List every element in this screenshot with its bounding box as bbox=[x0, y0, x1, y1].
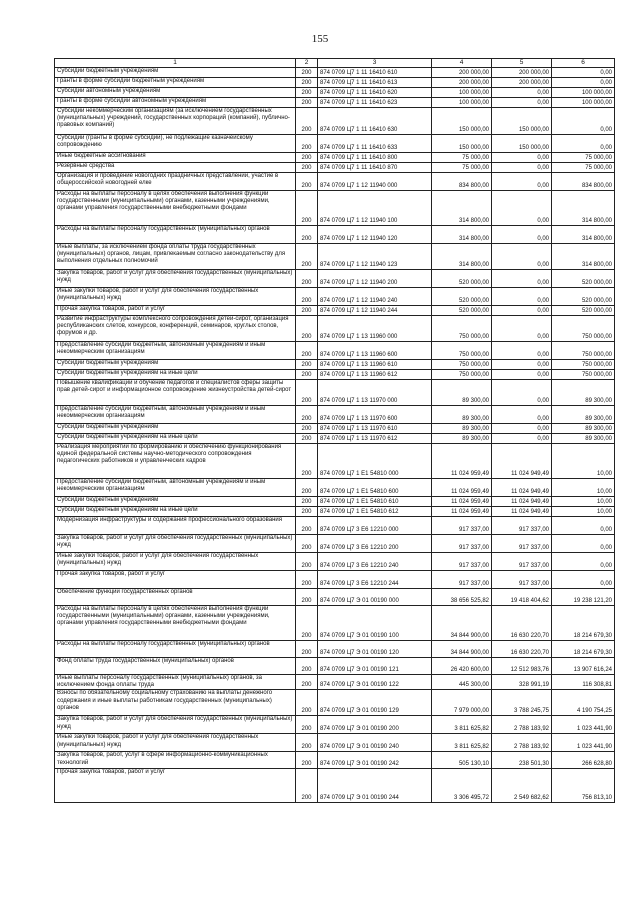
row-amount-col5: 0,00 bbox=[492, 226, 552, 244]
row-kbk: 874 0709 Ц7 3 Е6 12210 000 bbox=[318, 517, 432, 535]
row-amount-col4: 34 844 900,00 bbox=[432, 641, 492, 658]
row-amount-col5: 917 337,00 bbox=[492, 535, 552, 553]
table-body bbox=[55, 68, 615, 803]
row-amount-col5: 0,00 bbox=[492, 434, 552, 444]
row-amount-col4: 7 979 000,00 bbox=[432, 690, 492, 716]
row-amount-col5: 0,00 bbox=[492, 370, 552, 380]
row-amount-col5: 19 418 404,62 bbox=[492, 589, 552, 606]
table-row bbox=[55, 370, 615, 380]
row-code: 200 bbox=[296, 507, 318, 517]
row-amount-col5: 150 000,00 bbox=[492, 135, 552, 153]
row-name: Субсидии (гранты в форме субсидий), не подлежащие казначейскому сопровождению bbox=[55, 135, 296, 153]
row-amount-col4: 89 300,00 bbox=[432, 434, 492, 444]
row-code: 200 bbox=[296, 658, 318, 675]
table-row bbox=[55, 88, 615, 98]
row-code: 200 bbox=[296, 153, 318, 163]
row-name: Иные закупки товаров, работ и услуг для обеспечения государственных (муниципальных) нужд bbox=[55, 288, 296, 306]
row-kbk: 874 0709 Ц7 1 13 11960 000 bbox=[318, 316, 432, 342]
row-name: Предоставление субсидий бюджетным, автономным учреждениям и иным некоммерческим организациям bbox=[55, 406, 296, 424]
row-name: Закупка товаров, работ и услуг для обеспечения государственных (муниципальных) нужд bbox=[55, 716, 296, 734]
table-row bbox=[55, 479, 615, 497]
row-kbk: 874 0709 Ц7 Э 01 00190 120 bbox=[318, 641, 432, 658]
row-name: Реализация мероприятий по формированию и обеспечению функционирования единой федеральной системы научно-методического сопровождения педагогических работников и управленческих кадров bbox=[55, 444, 296, 479]
row-amount-col4: 38 656 525,82 bbox=[432, 589, 492, 606]
row-code: 200 bbox=[296, 589, 318, 606]
row-code: 200 bbox=[296, 641, 318, 658]
row-amount-col6: 75 000,00 bbox=[552, 163, 615, 173]
row-amount-col6: 13 907 616,24 bbox=[552, 658, 615, 675]
row-name: Обеспечение функций государственных органов bbox=[55, 589, 296, 606]
row-kbk: 874 0709 Ц7 1 11 16410 610 bbox=[318, 68, 432, 78]
row-kbk: 874 0709 Ц7 1 12 11940 000 bbox=[318, 173, 432, 191]
row-amount-col6: 756 813,10 bbox=[552, 769, 615, 803]
row-amount-col4: 505 130,10 bbox=[432, 752, 492, 769]
row-amount-col4: 89 300,00 bbox=[432, 380, 492, 406]
row-amount-col4: 917 337,00 bbox=[432, 571, 492, 589]
row-code: 200 bbox=[296, 444, 318, 479]
row-amount-col5: 200 000,00 bbox=[492, 68, 552, 78]
table-row bbox=[55, 769, 615, 803]
table-row bbox=[55, 360, 615, 370]
table-row bbox=[55, 153, 615, 163]
row-name: Предоставление субсидий бюджетным, автономным учреждениям и иным некоммерческим организациям bbox=[55, 342, 296, 360]
row-kbk: 874 0709 Ц7 3 Е6 12210 240 bbox=[318, 553, 432, 571]
row-code: 200 bbox=[296, 497, 318, 507]
table-row bbox=[55, 641, 615, 658]
row-amount-col4: 89 300,00 bbox=[432, 406, 492, 424]
row-name: Гранты в форме субсидии бюджетным учреждениям bbox=[55, 78, 296, 88]
row-amount-col4: 314 800,00 bbox=[432, 244, 492, 270]
row-code: 200 bbox=[296, 769, 318, 803]
row-amount-col4: 89 300,00 bbox=[432, 424, 492, 434]
table-row bbox=[55, 675, 615, 690]
row-name: Модернизация инфраструктуры и содержания профессионального образования bbox=[55, 517, 296, 535]
row-amount-col5: 0,00 bbox=[492, 424, 552, 434]
budget-table bbox=[54, 58, 615, 803]
row-amount-col6: 89 300,00 bbox=[552, 424, 615, 434]
row-code: 200 bbox=[296, 88, 318, 98]
row-kbk: 874 0709 Ц7 1 12 11940 244 bbox=[318, 306, 432, 316]
row-name: Прочая закупка товаров, работ и услуг bbox=[55, 571, 296, 589]
row-amount-col6: 18 214 679,30 bbox=[552, 641, 615, 658]
row-code: 200 bbox=[296, 360, 318, 370]
row-amount-col6: 10,00 bbox=[552, 444, 615, 479]
row-kbk: 874 0709 Ц7 Э 01 00190 240 bbox=[318, 734, 432, 752]
row-code: 200 bbox=[296, 571, 318, 589]
row-amount-col4: 100 000,00 bbox=[432, 98, 492, 108]
row-amount-col5: 917 337,00 bbox=[492, 553, 552, 571]
row-name: Иные выплаты персоналу государственных (муниципальных) органов, за исключением фонда оплаты труда bbox=[55, 675, 296, 690]
table-row bbox=[55, 752, 615, 769]
row-amount-col4: 11 024 959,49 bbox=[432, 497, 492, 507]
row-name: Закупка товаров, работ, услуг в сфере информационно-коммуникационных технологий bbox=[55, 752, 296, 769]
row-name: Фонд оплаты труда государственных (муниципальных) органов bbox=[55, 658, 296, 675]
row-amount-col4: 314 800,00 bbox=[432, 191, 492, 226]
row-kbk: 874 0709 Ц7 1 13 11970 000 bbox=[318, 380, 432, 406]
table-row bbox=[55, 606, 615, 641]
row-name: Организация и проведение новогодних праздничных представлений, участие в общероссийской новогодней елке bbox=[55, 173, 296, 191]
row-kbk: 874 0709 Ц7 Э 01 00190 244 bbox=[318, 769, 432, 803]
row-amount-col6: 0,00 bbox=[552, 68, 615, 78]
row-amount-col6: 116 308,81 bbox=[552, 675, 615, 690]
row-kbk: 874 0709 Ц7 Э 01 00190 129 bbox=[318, 690, 432, 716]
row-amount-col6: 314 800,00 bbox=[552, 226, 615, 244]
row-code: 200 bbox=[296, 517, 318, 535]
row-amount-col4: 34 844 900,00 bbox=[432, 606, 492, 641]
row-amount-col5: 200 000,00 bbox=[492, 78, 552, 88]
row-kbk: 874 0709 Ц7 1 Е1 54810 610 bbox=[318, 497, 432, 507]
row-amount-col5: 11 024 949,49 bbox=[492, 507, 552, 517]
row-amount-col4: 917 337,00 bbox=[432, 553, 492, 571]
row-amount-col5: 0,00 bbox=[492, 163, 552, 173]
row-amount-col5: 0,00 bbox=[492, 380, 552, 406]
row-amount-col6: 314 800,00 bbox=[552, 191, 615, 226]
column-number: 2 bbox=[296, 59, 318, 68]
table-row bbox=[55, 288, 615, 306]
row-name: Иные бюджетные ассигнования bbox=[55, 153, 296, 163]
row-amount-col6: 0,00 bbox=[552, 517, 615, 535]
row-kbk: 874 0709 Ц7 Э 01 00190 200 bbox=[318, 716, 432, 734]
row-amount-col4: 520 000,00 bbox=[432, 288, 492, 306]
row-code: 200 bbox=[296, 675, 318, 690]
row-name: Субсидии бюджетным учреждениям на иные цели bbox=[55, 507, 296, 517]
row-amount-col4: 26 420 600,00 bbox=[432, 658, 492, 675]
row-amount-col4: 445 300,00 bbox=[432, 675, 492, 690]
row-code: 200 bbox=[296, 380, 318, 406]
row-code: 200 bbox=[296, 535, 318, 553]
row-amount-col4: 75 000,00 bbox=[432, 163, 492, 173]
column-number: 4 bbox=[432, 59, 492, 68]
row-code: 200 bbox=[296, 342, 318, 360]
column-number: 1 bbox=[55, 59, 296, 68]
row-amount-col5: 11 024 949,49 bbox=[492, 479, 552, 497]
table-row bbox=[55, 589, 615, 606]
table-row bbox=[55, 658, 615, 675]
row-amount-col5: 0,00 bbox=[492, 244, 552, 270]
table-row bbox=[55, 535, 615, 553]
row-amount-col4: 750 000,00 bbox=[432, 316, 492, 342]
row-amount-col5: 16 630 220,70 bbox=[492, 606, 552, 641]
row-amount-col6: 10,00 bbox=[552, 479, 615, 497]
row-name: Субсидии бюджетным учреждениям bbox=[55, 68, 296, 78]
row-code: 200 bbox=[296, 306, 318, 316]
row-amount-col4: 11 024 959,49 bbox=[432, 444, 492, 479]
row-code: 200 bbox=[296, 553, 318, 571]
row-kbk: 874 0709 Ц7 1 11 16410 870 bbox=[318, 163, 432, 173]
row-amount-col4: 520 000,00 bbox=[432, 270, 492, 288]
row-name: Расходы на выплаты персоналу в целях обеспечения выполнения функций государственными (муниципальными) органами, казенными учреждениями, органами управления государственными внебюджетными фондами bbox=[55, 606, 296, 641]
table-row bbox=[55, 406, 615, 424]
row-code: 200 bbox=[296, 135, 318, 153]
row-amount-col6: 0,00 bbox=[552, 135, 615, 153]
row-kbk: 874 0709 Ц7 1 11 16410 630 bbox=[318, 108, 432, 135]
row-amount-col5: 917 337,00 bbox=[492, 517, 552, 535]
row-amount-col5: 150 000,00 bbox=[492, 108, 552, 135]
row-amount-col6: 75 000,00 bbox=[552, 153, 615, 163]
page-number: 155 bbox=[311, 33, 329, 45]
row-code: 200 bbox=[296, 606, 318, 641]
row-kbk: 874 0709 Ц7 Э 01 00190 242 bbox=[318, 752, 432, 769]
row-amount-col4: 750 000,00 bbox=[432, 360, 492, 370]
row-kbk: 874 0709 Ц7 1 Е1 54810 600 bbox=[318, 479, 432, 497]
row-amount-col5: 16 630 220,70 bbox=[492, 641, 552, 658]
table-row bbox=[55, 571, 615, 589]
table-row bbox=[55, 108, 615, 135]
row-kbk: 874 0709 Ц7 1 11 16410 613 bbox=[318, 78, 432, 88]
row-name: Закупка товаров, работ и услуг для обеспечения государственных (муниципальных) нужд bbox=[55, 535, 296, 553]
row-amount-col5: 0,00 bbox=[492, 173, 552, 191]
row-kbk: 874 0709 Ц7 1 13 11970 612 bbox=[318, 434, 432, 444]
row-amount-col6: 0,00 bbox=[552, 553, 615, 571]
row-name: Прочая закупка товаров, работ и услуг bbox=[55, 306, 296, 316]
row-amount-col5: 2 788 183,92 bbox=[492, 734, 552, 752]
row-kbk: 874 0709 Ц7 Э 01 00190 000 bbox=[318, 589, 432, 606]
row-amount-col6: 89 300,00 bbox=[552, 380, 615, 406]
row-amount-col5: 0,00 bbox=[492, 316, 552, 342]
row-code: 200 bbox=[296, 173, 318, 191]
row-code: 200 bbox=[296, 163, 318, 173]
row-name: Закупка товаров, работ и услуг для обеспечения государственных (муниципальных) нужд bbox=[55, 270, 296, 288]
row-kbk: 874 0709 Ц7 1 12 11940 100 bbox=[318, 191, 432, 226]
table-row bbox=[55, 98, 615, 108]
row-amount-col6: 10,00 bbox=[552, 497, 615, 507]
row-code: 200 bbox=[296, 288, 318, 306]
table-row bbox=[55, 270, 615, 288]
table-row bbox=[55, 68, 615, 78]
row-amount-col6: 834 800,00 bbox=[552, 173, 615, 191]
row-kbk: 874 0709 Ц7 Э 01 00190 122 bbox=[318, 675, 432, 690]
row-kbk: 874 0709 Ц7 1 13 11960 612 bbox=[318, 370, 432, 380]
row-code: 200 bbox=[296, 370, 318, 380]
row-code: 200 bbox=[296, 734, 318, 752]
row-kbk: 874 0709 Ц7 1 13 11960 610 bbox=[318, 360, 432, 370]
row-amount-col5: 0,00 bbox=[492, 270, 552, 288]
row-name: Иные выплаты, за исключением фонда оплаты труда государственных (муниципальных) органов, лицам, привлекаемым согласно законодательству для выполнения отдельных полномочий bbox=[55, 244, 296, 270]
table-row bbox=[55, 716, 615, 734]
table-row bbox=[55, 173, 615, 191]
row-amount-col5: 0,00 bbox=[492, 88, 552, 98]
row-kbk: 874 0709 Ц7 1 12 11940 123 bbox=[318, 244, 432, 270]
row-amount-col6: 100 000,00 bbox=[552, 88, 615, 98]
row-amount-col4: 834 800,00 bbox=[432, 173, 492, 191]
row-name: Повышение квалификации и обучение педагогов и специалистов сферы защиты прав детей-сирот и информационное сопровождение жизнеустройства детей-сирот bbox=[55, 380, 296, 406]
row-amount-col4: 75 000,00 bbox=[432, 153, 492, 163]
row-code: 200 bbox=[296, 108, 318, 135]
column-number-row bbox=[55, 59, 615, 68]
row-name: Субсидии бюджетным учреждениям bbox=[55, 497, 296, 507]
row-amount-col4: 100 000,00 bbox=[432, 88, 492, 98]
table-row bbox=[55, 734, 615, 752]
row-amount-col6: 520 000,00 bbox=[552, 270, 615, 288]
table-row bbox=[55, 163, 615, 173]
row-amount-col5: 0,00 bbox=[492, 360, 552, 370]
row-amount-col6: 100 000,00 bbox=[552, 98, 615, 108]
row-kbk: 874 0709 Ц7 1 Е1 54810 000 bbox=[318, 444, 432, 479]
row-amount-col5: 238 501,30 bbox=[492, 752, 552, 769]
row-amount-col5: 0,00 bbox=[492, 406, 552, 424]
table-row bbox=[55, 306, 615, 316]
row-amount-col4: 3 811 625,82 bbox=[432, 734, 492, 752]
row-amount-col5: 0,00 bbox=[492, 288, 552, 306]
table-row bbox=[55, 226, 615, 244]
row-amount-col6: 750 000,00 bbox=[552, 360, 615, 370]
row-amount-col4: 3 306 495,72 bbox=[432, 769, 492, 803]
row-code: 200 bbox=[296, 406, 318, 424]
row-name: Расходы на выплаты персоналу государственных (муниципальных) органов bbox=[55, 641, 296, 658]
column-number: 5 bbox=[492, 59, 552, 68]
row-amount-col6: 18 214 679,30 bbox=[552, 606, 615, 641]
row-code: 200 bbox=[296, 690, 318, 716]
table-row bbox=[55, 342, 615, 360]
row-code: 200 bbox=[296, 226, 318, 244]
row-kbk: 874 0709 Ц7 1 13 11960 600 bbox=[318, 342, 432, 360]
table-row bbox=[55, 191, 615, 226]
row-amount-col6: 0,00 bbox=[552, 78, 615, 88]
row-name: Развитие инфраструктуры комплексного сопровождения детей-сирот, организация республиканских слетов, конкурсов, конференций, семинаров, круглых столов, форумов и др. bbox=[55, 316, 296, 342]
table-row bbox=[55, 553, 615, 571]
row-amount-col6: 89 300,00 bbox=[552, 406, 615, 424]
row-amount-col5: 0,00 bbox=[492, 191, 552, 226]
row-amount-col6: 750 000,00 bbox=[552, 316, 615, 342]
row-name: Взносы по обязательному социальному страхованию на выплаты денежного содержания и иные выплаты работникам государственных (муниципальных) органов bbox=[55, 690, 296, 716]
row-code: 200 bbox=[296, 244, 318, 270]
row-amount-col6: 520 000,00 bbox=[552, 288, 615, 306]
row-name: Иные закупки товаров, работ и услуг для обеспечения государственных (муниципальных) нужд bbox=[55, 553, 296, 571]
row-code: 200 bbox=[296, 316, 318, 342]
table-row bbox=[55, 244, 615, 270]
row-kbk: 874 0709 Ц7 1 12 11940 120 bbox=[318, 226, 432, 244]
row-kbk: 874 0709 Ц7 1 11 16410 620 bbox=[318, 88, 432, 98]
row-amount-col5: 917 337,00 bbox=[492, 571, 552, 589]
row-code: 200 bbox=[296, 716, 318, 734]
row-amount-col4: 150 000,00 bbox=[432, 108, 492, 135]
row-amount-col6: 0,00 bbox=[552, 535, 615, 553]
row-amount-col6: 89 300,00 bbox=[552, 434, 615, 444]
row-amount-col6: 0,00 bbox=[552, 108, 615, 135]
table-row bbox=[55, 424, 615, 434]
row-amount-col5: 328 991,19 bbox=[492, 675, 552, 690]
row-amount-col5: 0,00 bbox=[492, 306, 552, 316]
row-amount-col4: 520 000,00 bbox=[432, 306, 492, 316]
row-amount-col6: 1 023 441,90 bbox=[552, 734, 615, 752]
row-amount-col5: 0,00 bbox=[492, 153, 552, 163]
table-row bbox=[55, 316, 615, 342]
row-amount-col5: 0,00 bbox=[492, 342, 552, 360]
row-name: Резервные средства bbox=[55, 163, 296, 173]
row-amount-col6: 0,00 bbox=[552, 571, 615, 589]
row-kbk: 874 0709 Ц7 1 12 11940 200 bbox=[318, 270, 432, 288]
row-amount-col5: 12 512 983,76 bbox=[492, 658, 552, 675]
row-amount-col6: 520 000,00 bbox=[552, 306, 615, 316]
row-amount-col4: 200 000,00 bbox=[432, 68, 492, 78]
row-name: Субсидии автономным учреждениям bbox=[55, 88, 296, 98]
row-name: Гранты в форме субсидии автономным учреждениям bbox=[55, 98, 296, 108]
row-kbk: 874 0709 Ц7 Э 01 00190 100 bbox=[318, 606, 432, 641]
row-name: Субсидии некоммерческим организациям (за исключением государственных (муниципальных) учреждений, государственных корпораций (компаний), публично-правовых компаний) bbox=[55, 108, 296, 135]
row-kbk: 874 0709 Ц7 1 13 11970 610 bbox=[318, 424, 432, 434]
row-amount-col5: 2 549 682,62 bbox=[492, 769, 552, 803]
row-amount-col5: 11 024 949,49 bbox=[492, 444, 552, 479]
row-kbk: 874 0709 Ц7 1 12 11940 240 bbox=[318, 288, 432, 306]
row-code: 200 bbox=[296, 68, 318, 78]
row-name: Предоставление субсидий бюджетным, автономным учреждениям и иным некоммерческим организациям bbox=[55, 479, 296, 497]
row-amount-col6: 19 238 121,20 bbox=[552, 589, 615, 606]
row-name: Расходы на выплаты персоналу государственных (муниципальных) органов bbox=[55, 226, 296, 244]
table-row bbox=[55, 690, 615, 716]
row-name: Иные закупки товаров, работ и услуг для обеспечения государственных (муниципальных) нужд bbox=[55, 734, 296, 752]
table-row bbox=[55, 135, 615, 153]
column-number: 6 bbox=[552, 59, 615, 68]
row-name: Расходы на выплаты персоналу в целях обеспечения выполнения функций государственными (муниципальными) органами, казенными учреждениями, органами управления государственными внебюджетными фондами bbox=[55, 191, 296, 226]
table-row bbox=[55, 444, 615, 479]
row-name: Субсидии бюджетным учреждениям на иные цели bbox=[55, 370, 296, 380]
row-amount-col4: 314 800,00 bbox=[432, 226, 492, 244]
row-amount-col5: 3 788 245,75 bbox=[492, 690, 552, 716]
row-amount-col4: 200 000,00 bbox=[432, 78, 492, 88]
table-row bbox=[55, 507, 615, 517]
row-code: 200 bbox=[296, 98, 318, 108]
row-kbk: 874 0709 Ц7 3 Е6 12210 244 bbox=[318, 571, 432, 589]
table-row bbox=[55, 434, 615, 444]
row-code: 200 bbox=[296, 191, 318, 226]
row-amount-col4: 750 000,00 bbox=[432, 342, 492, 360]
row-name: Субсидии бюджетным учреждениям bbox=[55, 424, 296, 434]
table-row bbox=[55, 517, 615, 535]
row-amount-col6: 266 628,80 bbox=[552, 752, 615, 769]
row-kbk: 874 0709 Ц7 1 Е1 54810 612 bbox=[318, 507, 432, 517]
row-code: 200 bbox=[296, 434, 318, 444]
row-amount-col5: 11 024 949,49 bbox=[492, 497, 552, 507]
row-code: 200 bbox=[296, 752, 318, 769]
row-amount-col6: 4 190 754,25 bbox=[552, 690, 615, 716]
column-number: 3 bbox=[318, 59, 432, 68]
row-name: Субсидии бюджетным учреждениям bbox=[55, 360, 296, 370]
table-row bbox=[55, 497, 615, 507]
row-amount-col4: 3 811 625,82 bbox=[432, 716, 492, 734]
row-code: 200 bbox=[296, 270, 318, 288]
table-row bbox=[55, 380, 615, 406]
row-kbk: 874 0709 Ц7 3 Е6 12210 200 bbox=[318, 535, 432, 553]
row-name: Субсидии бюджетным учреждениям на иные цели bbox=[55, 434, 296, 444]
row-amount-col6: 1 023 441,90 bbox=[552, 716, 615, 734]
row-amount-col6: 10,00 bbox=[552, 507, 615, 517]
row-amount-col6: 750 000,00 bbox=[552, 370, 615, 380]
row-amount-col4: 750 000,00 bbox=[432, 370, 492, 380]
row-kbk: 874 0709 Ц7 1 13 11970 600 bbox=[318, 406, 432, 424]
row-code: 200 bbox=[296, 78, 318, 88]
row-kbk: 874 0709 Ц7 Э 01 00190 121 bbox=[318, 658, 432, 675]
row-kbk: 874 0709 Ц7 1 11 16410 800 bbox=[318, 153, 432, 163]
row-amount-col6: 314 800,00 bbox=[552, 244, 615, 270]
row-amount-col4: 917 337,00 bbox=[432, 517, 492, 535]
row-amount-col4: 11 024 959,49 bbox=[432, 479, 492, 497]
row-amount-col4: 917 337,00 bbox=[432, 535, 492, 553]
row-kbk: 874 0709 Ц7 1 11 16410 633 bbox=[318, 135, 432, 153]
row-amount-col5: 2 788 183,92 bbox=[492, 716, 552, 734]
row-code: 200 bbox=[296, 424, 318, 434]
table-row bbox=[55, 78, 615, 88]
row-name: Прочая закупка товаров, работ и услуг bbox=[55, 769, 296, 803]
row-amount-col6: 750 000,00 bbox=[552, 342, 615, 360]
row-amount-col4: 11 024 959,49 bbox=[432, 507, 492, 517]
row-kbk: 874 0709 Ц7 1 11 16410 623 bbox=[318, 98, 432, 108]
row-amount-col5: 0,00 bbox=[492, 98, 552, 108]
row-code: 200 bbox=[296, 479, 318, 497]
row-amount-col4: 150 000,00 bbox=[432, 135, 492, 153]
